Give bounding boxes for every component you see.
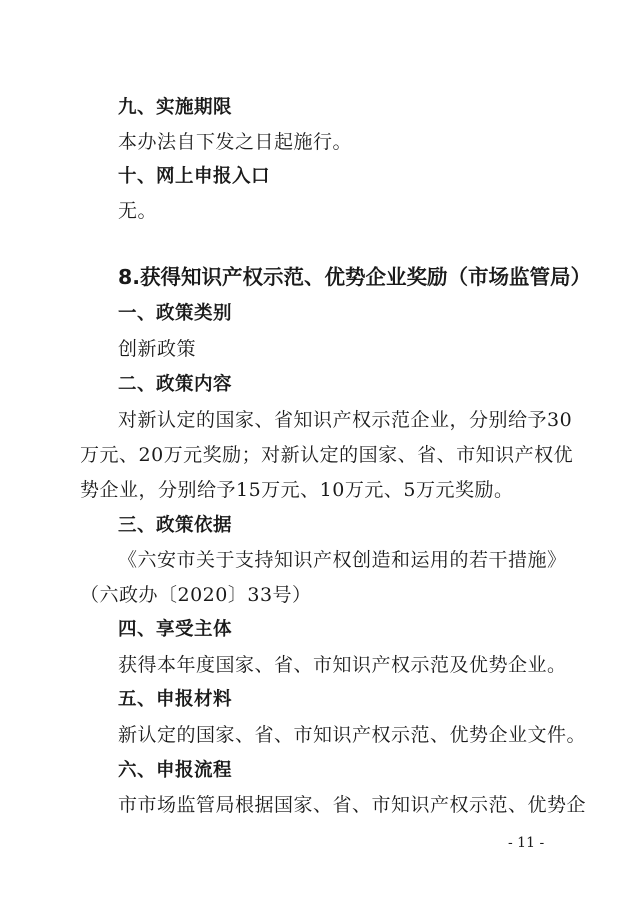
text-policy-category: 创新政策 — [118, 338, 197, 360]
heading-policy-category: 一、政策类别 — [118, 303, 233, 324]
heading-policy-basis: 三、政策依据 — [118, 515, 233, 536]
section-title: 8.获得知识产权示范、优势企业奖励（市场监管局） — [118, 265, 592, 289]
text-policy-content-3: 势企业，分别给予15万元、10万元、5万元奖励。 — [80, 479, 514, 501]
text-policy-basis-2: （六政办〔2020〕33号） — [80, 584, 312, 606]
page-number: - 11 - — [508, 835, 545, 851]
heading-policy-content: 二、政策内容 — [118, 374, 233, 395]
text-process: 市市场监管局根据国家、省、市知识产权示范、优势企 — [118, 794, 587, 816]
heading-online-entry: 十、网上申报入口 — [118, 166, 271, 187]
text-materials: 新认定的国家、省、市知识产权示范、优势企业文件。 — [118, 724, 587, 746]
text-online-entry: 无。 — [118, 200, 158, 222]
heading-implementation-period: 九、实施期限 — [118, 97, 233, 118]
text-policy-content-2: 万元、20万元奖励；对新认定的国家、省、市知识产权优 — [80, 444, 574, 466]
heading-beneficiary: 四、享受主体 — [118, 619, 233, 640]
text-policy-content-1: 对新认定的国家、省知识产权示范企业，分别给予30 — [118, 409, 573, 431]
text-beneficiary: 获得本年度国家、省、市知识产权示范及优势企业。 — [118, 654, 567, 676]
heading-process: 六、申报流程 — [118, 760, 233, 781]
heading-materials: 五、申报材料 — [118, 689, 233, 710]
text-policy-basis-1: 《六安市关于支持知识产权创造和运用的若干措施》 — [118, 549, 567, 571]
text-implementation: 本办法自下发之日起施行。 — [118, 131, 353, 153]
